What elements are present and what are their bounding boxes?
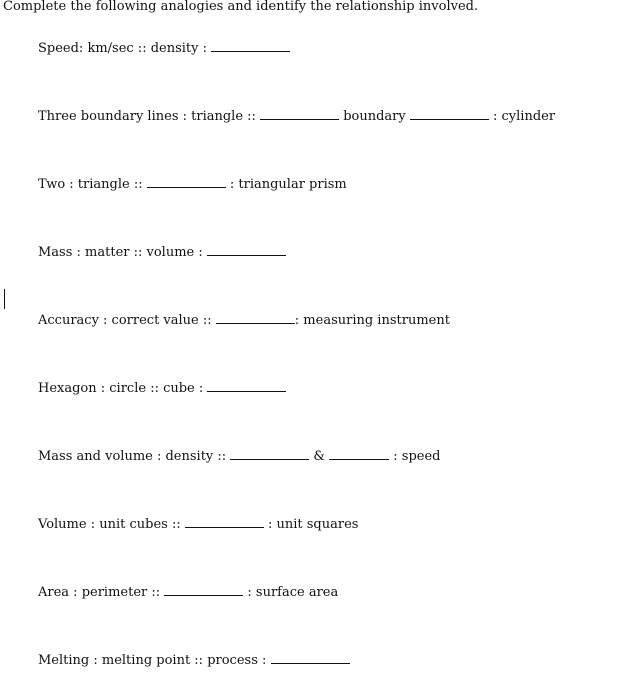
analogy-text: : speed [389,449,441,464]
analogy-text: Speed: km/sec :: density : [38,41,212,56]
analogy-text: : unit squares [263,517,359,532]
analogy-text: Three boundary lines : triangle :: [38,109,261,124]
answer-blank[interactable] [207,380,286,392]
analogy-text: Mass and volume : density :: [38,449,231,464]
analogy-text: Mass : matter :: volume : [38,245,207,260]
analogy-text: Two : triangle :: [38,177,147,192]
analogy-text: boundary [339,109,410,124]
answer-blank[interactable] [211,40,290,52]
answer-blank[interactable] [147,176,226,188]
text-cursor [4,289,5,309]
answer-blank[interactable] [164,584,243,596]
analogy-text: Area : perimeter :: [38,585,165,600]
analogy-text: : surface area [243,585,339,600]
answer-blank[interactable] [329,448,389,460]
answer-blank[interactable] [185,516,264,528]
analogy-text: : measuring instrument [294,313,450,328]
analogy-text: Hexagon : circle :: cube : [38,381,208,396]
answer-blank[interactable] [271,652,350,664]
analogy-text: Volume : unit cubes :: [38,517,185,532]
answer-blank[interactable] [410,108,489,120]
answer-blank[interactable] [230,448,309,460]
analogy-text: Accuracy : correct value :: [38,313,216,328]
analogy-text: Melting : melting point :: process : [38,653,271,668]
answer-blank[interactable] [216,312,295,324]
answer-blank[interactable] [207,244,286,256]
instruction-text: Complete the following analogies and identify the relationship involved. [3,0,479,14]
analogy-text: : cylinder [488,109,556,124]
analogy-text: & [309,449,330,464]
analogy-text: : triangular prism [225,177,347,192]
answer-blank[interactable] [260,108,339,120]
